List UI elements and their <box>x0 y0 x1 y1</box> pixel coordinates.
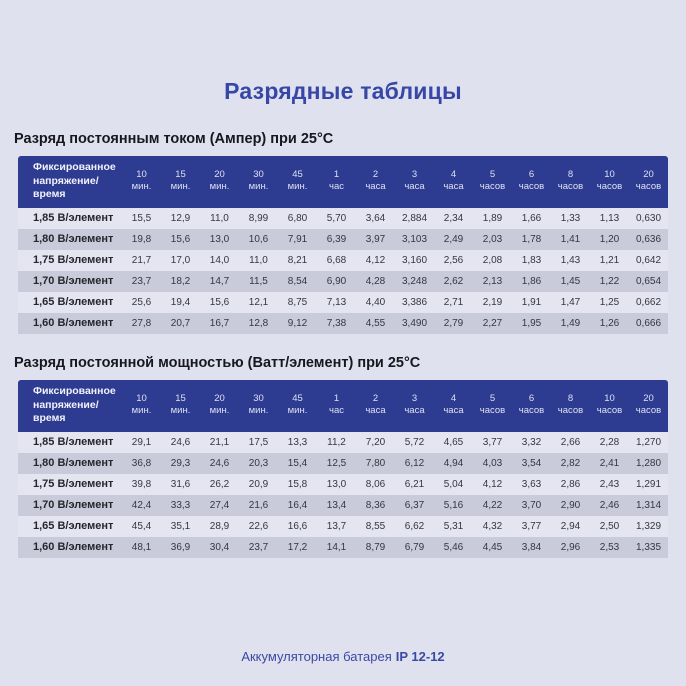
data-cell: 4,12 <box>482 478 503 490</box>
data-cell: 2,34 <box>443 212 464 224</box>
data-cell: 0,666 <box>635 317 662 329</box>
data-cell: 5,72 <box>404 436 425 448</box>
data-cell: 11,2 <box>327 436 346 448</box>
data-cell: 7,20 <box>365 436 386 448</box>
data-cell: 6,79 <box>404 541 425 553</box>
data-cell: 8,55 <box>365 520 386 532</box>
data-cell: 1,335 <box>635 541 662 553</box>
data-cell: 1,20 <box>599 233 620 245</box>
data-cell: 29,1 <box>131 436 152 448</box>
data-cell: 5,31 <box>443 520 464 532</box>
data-cell: 3,84 <box>521 541 542 553</box>
time-column-header: 6 часов <box>512 156 551 208</box>
data-cell: 6,80 <box>287 212 308 224</box>
data-cell: 15,6 <box>209 296 230 308</box>
time-column-header: 8 часов <box>551 380 590 432</box>
data-cell: 6,39 <box>326 233 347 245</box>
row-label: 1,60 В/элемент <box>33 317 114 330</box>
time-column-header: 2 часа <box>356 156 395 208</box>
header-row <box>18 380 668 432</box>
data-cell: 3,64 <box>365 212 386 224</box>
time-column-header: 30 мин. <box>239 380 278 432</box>
data-cell: 8,54 <box>287 275 308 287</box>
data-cell: 1,45 <box>560 275 581 287</box>
data-cell: 8,06 <box>365 478 386 490</box>
data-cell: 6,68 <box>326 254 347 266</box>
data-cell: 1,95 <box>521 317 542 329</box>
row-label: 1,65 В/элемент <box>33 520 114 533</box>
data-cell: 1,49 <box>560 317 581 329</box>
data-cell: 4,65 <box>443 436 464 448</box>
data-cell: 20,9 <box>248 478 269 490</box>
data-cell: 13,7 <box>326 520 347 532</box>
footer-battery-model: IP 12-12 <box>395 649 445 664</box>
data-cell: 8,75 <box>287 296 308 308</box>
data-cell: 5,16 <box>443 499 464 511</box>
data-cell: 3,490 <box>401 317 428 329</box>
data-cell: 11,0 <box>249 254 268 266</box>
data-cell: 3,63 <box>521 478 542 490</box>
data-cell: 20,7 <box>170 317 191 329</box>
header-row <box>18 156 668 208</box>
table-row <box>18 271 668 292</box>
data-cell: 3,70 <box>521 499 542 511</box>
data-cell: 13,0 <box>326 478 347 490</box>
section-heading-constant-power: Разряд постоянной мощностью (Ватт/элемент) при 25°C <box>14 354 421 371</box>
data-cell: 1,89 <box>482 212 503 224</box>
data-cell: 2,82 <box>560 457 581 469</box>
time-column-header: 2 часа <box>356 380 395 432</box>
row-label: 1,65 В/элемент <box>33 296 114 309</box>
time-column-header: 8 часов <box>551 156 590 208</box>
table-row <box>18 432 668 453</box>
data-cell: 0,630 <box>635 212 662 224</box>
data-cell: 1,33 <box>560 212 581 224</box>
data-cell: 4,22 <box>482 499 503 511</box>
time-column-header: 4 часа <box>434 380 473 432</box>
data-cell: 6,21 <box>404 478 425 490</box>
table-row <box>18 495 668 516</box>
time-column-header: 3 часа <box>395 156 434 208</box>
data-cell: 2,49 <box>443 233 464 245</box>
data-cell: 2,884 <box>401 212 428 224</box>
time-column-header: 15 мин. <box>161 156 200 208</box>
data-cell: 22,6 <box>248 520 269 532</box>
data-cell: 35,1 <box>170 520 191 532</box>
time-column-header: 1 час <box>317 156 356 208</box>
data-cell: 5,70 <box>326 212 347 224</box>
constant-power-table <box>18 380 668 558</box>
data-cell: 31,6 <box>170 478 191 490</box>
row-label: 1,80 В/элемент <box>33 233 114 246</box>
row-label: 1,85 В/элемент <box>33 436 114 449</box>
time-column-header: 45 мин. <box>278 156 317 208</box>
data-cell: 14,0 <box>209 254 230 266</box>
data-cell: 36,8 <box>131 457 152 469</box>
data-cell: 11,5 <box>249 275 268 287</box>
data-cell: 21,1 <box>209 436 230 448</box>
data-cell: 14,7 <box>209 275 230 287</box>
data-cell: 36,9 <box>170 541 191 553</box>
table-row <box>18 292 668 313</box>
data-cell: 5,46 <box>443 541 464 553</box>
data-cell: 2,46 <box>599 499 620 511</box>
data-cell: 1,329 <box>635 520 662 532</box>
time-column-header: 45 мин. <box>278 380 317 432</box>
corner-header: Фиксированное напряжение/время <box>18 156 122 208</box>
data-cell: 4,12 <box>365 254 386 266</box>
data-cell: 18,2 <box>170 275 191 287</box>
data-cell: 1,86 <box>521 275 542 287</box>
data-cell: 4,03 <box>482 457 503 469</box>
data-cell: 2,79 <box>443 317 464 329</box>
row-label: 1,70 В/элемент <box>33 275 114 288</box>
data-cell: 2,27 <box>482 317 503 329</box>
data-cell: 1,25 <box>599 296 620 308</box>
data-cell: 2,71 <box>443 296 464 308</box>
data-cell: 2,62 <box>443 275 464 287</box>
data-cell: 20,3 <box>248 457 269 469</box>
time-column-header: 15 мин. <box>161 380 200 432</box>
data-cell: 0,662 <box>635 296 662 308</box>
data-cell: 3,103 <box>401 233 428 245</box>
data-cell: 7,80 <box>365 457 386 469</box>
data-cell: 1,43 <box>560 254 581 266</box>
data-cell: 16,6 <box>287 520 308 532</box>
data-cell: 15,6 <box>170 233 191 245</box>
data-cell: 2,53 <box>599 541 620 553</box>
data-cell: 27,8 <box>131 317 152 329</box>
data-cell: 19,4 <box>170 296 191 308</box>
data-cell: 9,12 <box>287 317 308 329</box>
data-cell: 6,12 <box>404 457 425 469</box>
data-cell: 4,32 <box>482 520 503 532</box>
constant-current-table <box>18 156 668 334</box>
data-cell: 3,248 <box>401 275 428 287</box>
time-column-header: 3 часа <box>395 380 434 432</box>
data-cell: 29,3 <box>170 457 191 469</box>
data-cell: 0,642 <box>635 254 662 266</box>
data-cell: 4,94 <box>443 457 464 469</box>
data-cell: 8,21 <box>287 254 308 266</box>
time-column-header: 4 часа <box>434 156 473 208</box>
row-label: 1,75 В/элемент <box>33 254 114 267</box>
data-cell: 2,19 <box>482 296 503 308</box>
data-cell: 7,91 <box>287 233 308 245</box>
time-column-header: 20 мин. <box>200 156 239 208</box>
table-row <box>18 250 668 271</box>
data-cell: 3,77 <box>482 436 503 448</box>
data-cell: 1,66 <box>521 212 542 224</box>
data-cell: 1,13 <box>599 212 620 224</box>
data-cell: 13,0 <box>209 233 230 245</box>
row-label: 1,70 В/элемент <box>33 499 114 512</box>
page-footer <box>0 649 686 664</box>
data-cell: 2,66 <box>560 436 581 448</box>
data-cell: 2,41 <box>599 457 620 469</box>
data-cell: 12,1 <box>248 296 269 308</box>
data-cell: 10,6 <box>248 233 269 245</box>
time-column-header: 5 часов <box>473 156 512 208</box>
data-cell: 15,4 <box>287 457 308 469</box>
data-cell: 21,7 <box>131 254 152 266</box>
data-cell: 28,9 <box>209 520 230 532</box>
time-column-header: 20 мин. <box>200 380 239 432</box>
section-heading-constant-current: Разряд постоянным током (Ампер) при 25°C <box>14 131 334 147</box>
data-cell: 23,7 <box>248 541 269 553</box>
data-cell: 2,13 <box>482 275 503 287</box>
data-cell: 1,22 <box>599 275 620 287</box>
time-column-header: 1 час <box>317 380 356 432</box>
data-cell: 33,3 <box>170 499 191 511</box>
table-row <box>18 313 668 334</box>
data-cell: 0,654 <box>635 275 662 287</box>
data-cell: 13,4 <box>326 499 347 511</box>
data-cell: 26,2 <box>209 478 230 490</box>
data-cell: 6,62 <box>404 520 425 532</box>
data-cell: 3,386 <box>401 296 428 308</box>
data-cell: 0,636 <box>635 233 662 245</box>
data-cell: 16,4 <box>287 499 308 511</box>
data-cell: 39,8 <box>131 478 152 490</box>
data-cell: 3,32 <box>521 436 542 448</box>
data-cell: 3,97 <box>365 233 386 245</box>
time-column-header: 30 мин. <box>239 156 278 208</box>
data-cell: 6,37 <box>404 499 425 511</box>
data-cell: 30,4 <box>209 541 230 553</box>
data-cell: 1,21 <box>599 254 620 266</box>
data-cell: 7,13 <box>326 296 347 308</box>
data-cell: 2,96 <box>560 541 581 553</box>
data-cell: 6,90 <box>326 275 347 287</box>
data-cell: 2,08 <box>482 254 503 266</box>
data-cell: 25,6 <box>131 296 152 308</box>
time-column-header: 10 мин. <box>122 380 161 432</box>
time-column-header: 10 мин. <box>122 156 161 208</box>
data-cell: 7,38 <box>326 317 347 329</box>
data-cell: 15,5 <box>131 212 152 224</box>
data-cell: 2,03 <box>482 233 503 245</box>
data-cell: 1,91 <box>521 296 542 308</box>
data-cell: 8,99 <box>248 212 269 224</box>
data-cell: 19,8 <box>131 233 152 245</box>
table-row <box>18 474 668 495</box>
data-cell: 23,7 <box>131 275 152 287</box>
data-cell: 17,0 <box>170 254 191 266</box>
data-cell: 1,280 <box>635 457 662 469</box>
table-row <box>18 516 668 537</box>
data-cell: 1,291 <box>635 478 662 490</box>
data-cell: 12,5 <box>326 457 347 469</box>
data-cell: 24,6 <box>209 457 230 469</box>
time-column-header: 6 часов <box>512 380 551 432</box>
data-cell: 2,94 <box>560 520 581 532</box>
row-label: 1,85 В/элемент <box>33 212 114 225</box>
row-label: 1,75 В/элемент <box>33 478 114 491</box>
data-cell: 3,77 <box>521 520 542 532</box>
data-cell: 2,50 <box>599 520 620 532</box>
data-cell: 2,28 <box>599 436 620 448</box>
data-cell: 1,41 <box>560 233 581 245</box>
data-cell: 21,6 <box>248 499 269 511</box>
data-cell: 4,28 <box>365 275 386 287</box>
time-column-header: 20 часов <box>629 156 668 208</box>
data-cell: 12,9 <box>170 212 191 224</box>
data-cell: 1,83 <box>521 254 542 266</box>
time-column-header: 20 часов <box>629 380 668 432</box>
corner-header: Фиксированное напряжение/время <box>18 380 122 432</box>
time-column-header: 10 часов <box>590 156 629 208</box>
table-row <box>18 208 668 229</box>
table-row <box>18 229 668 250</box>
data-cell: 4,55 <box>365 317 386 329</box>
data-cell: 42,4 <box>131 499 152 511</box>
time-column-header: 10 часов <box>590 380 629 432</box>
data-cell: 27,4 <box>209 499 230 511</box>
data-cell: 1,47 <box>560 296 581 308</box>
data-cell: 2,43 <box>599 478 620 490</box>
data-cell: 3,54 <box>521 457 542 469</box>
data-cell: 24,6 <box>170 436 191 448</box>
data-cell: 1,78 <box>521 233 542 245</box>
time-column-header: 5 часов <box>473 380 512 432</box>
data-cell: 15,8 <box>287 478 308 490</box>
data-cell: 8,79 <box>365 541 386 553</box>
footer-battery-label: Аккумуляторная батарея <box>241 649 392 664</box>
data-cell: 17,5 <box>248 436 269 448</box>
data-cell: 2,56 <box>443 254 464 266</box>
page-title: Разрядные таблицы <box>224 78 462 104</box>
data-cell: 4,40 <box>365 296 386 308</box>
data-cell: 13,3 <box>287 436 308 448</box>
data-cell: 1,314 <box>635 499 662 511</box>
row-label: 1,80 В/элемент <box>33 457 114 470</box>
data-cell: 5,04 <box>443 478 464 490</box>
row-label: 1,60 В/элемент <box>33 541 114 554</box>
data-cell: 4,45 <box>482 541 503 553</box>
data-cell: 2,90 <box>560 499 581 511</box>
data-cell: 12,8 <box>248 317 269 329</box>
data-cell: 14,1 <box>326 541 347 553</box>
data-cell: 2,86 <box>560 478 581 490</box>
data-cell: 45,4 <box>131 520 152 532</box>
data-cell: 3,160 <box>401 254 428 266</box>
data-cell: 48,1 <box>131 541 152 553</box>
table-row <box>18 453 668 474</box>
data-cell: 1,26 <box>599 317 620 329</box>
table-row <box>18 537 668 558</box>
data-cell: 17,2 <box>287 541 308 553</box>
data-cell: 1,270 <box>635 436 662 448</box>
data-cell: 8,36 <box>365 499 386 511</box>
data-cell: 16,7 <box>209 317 230 329</box>
data-cell: 11,0 <box>210 212 229 224</box>
